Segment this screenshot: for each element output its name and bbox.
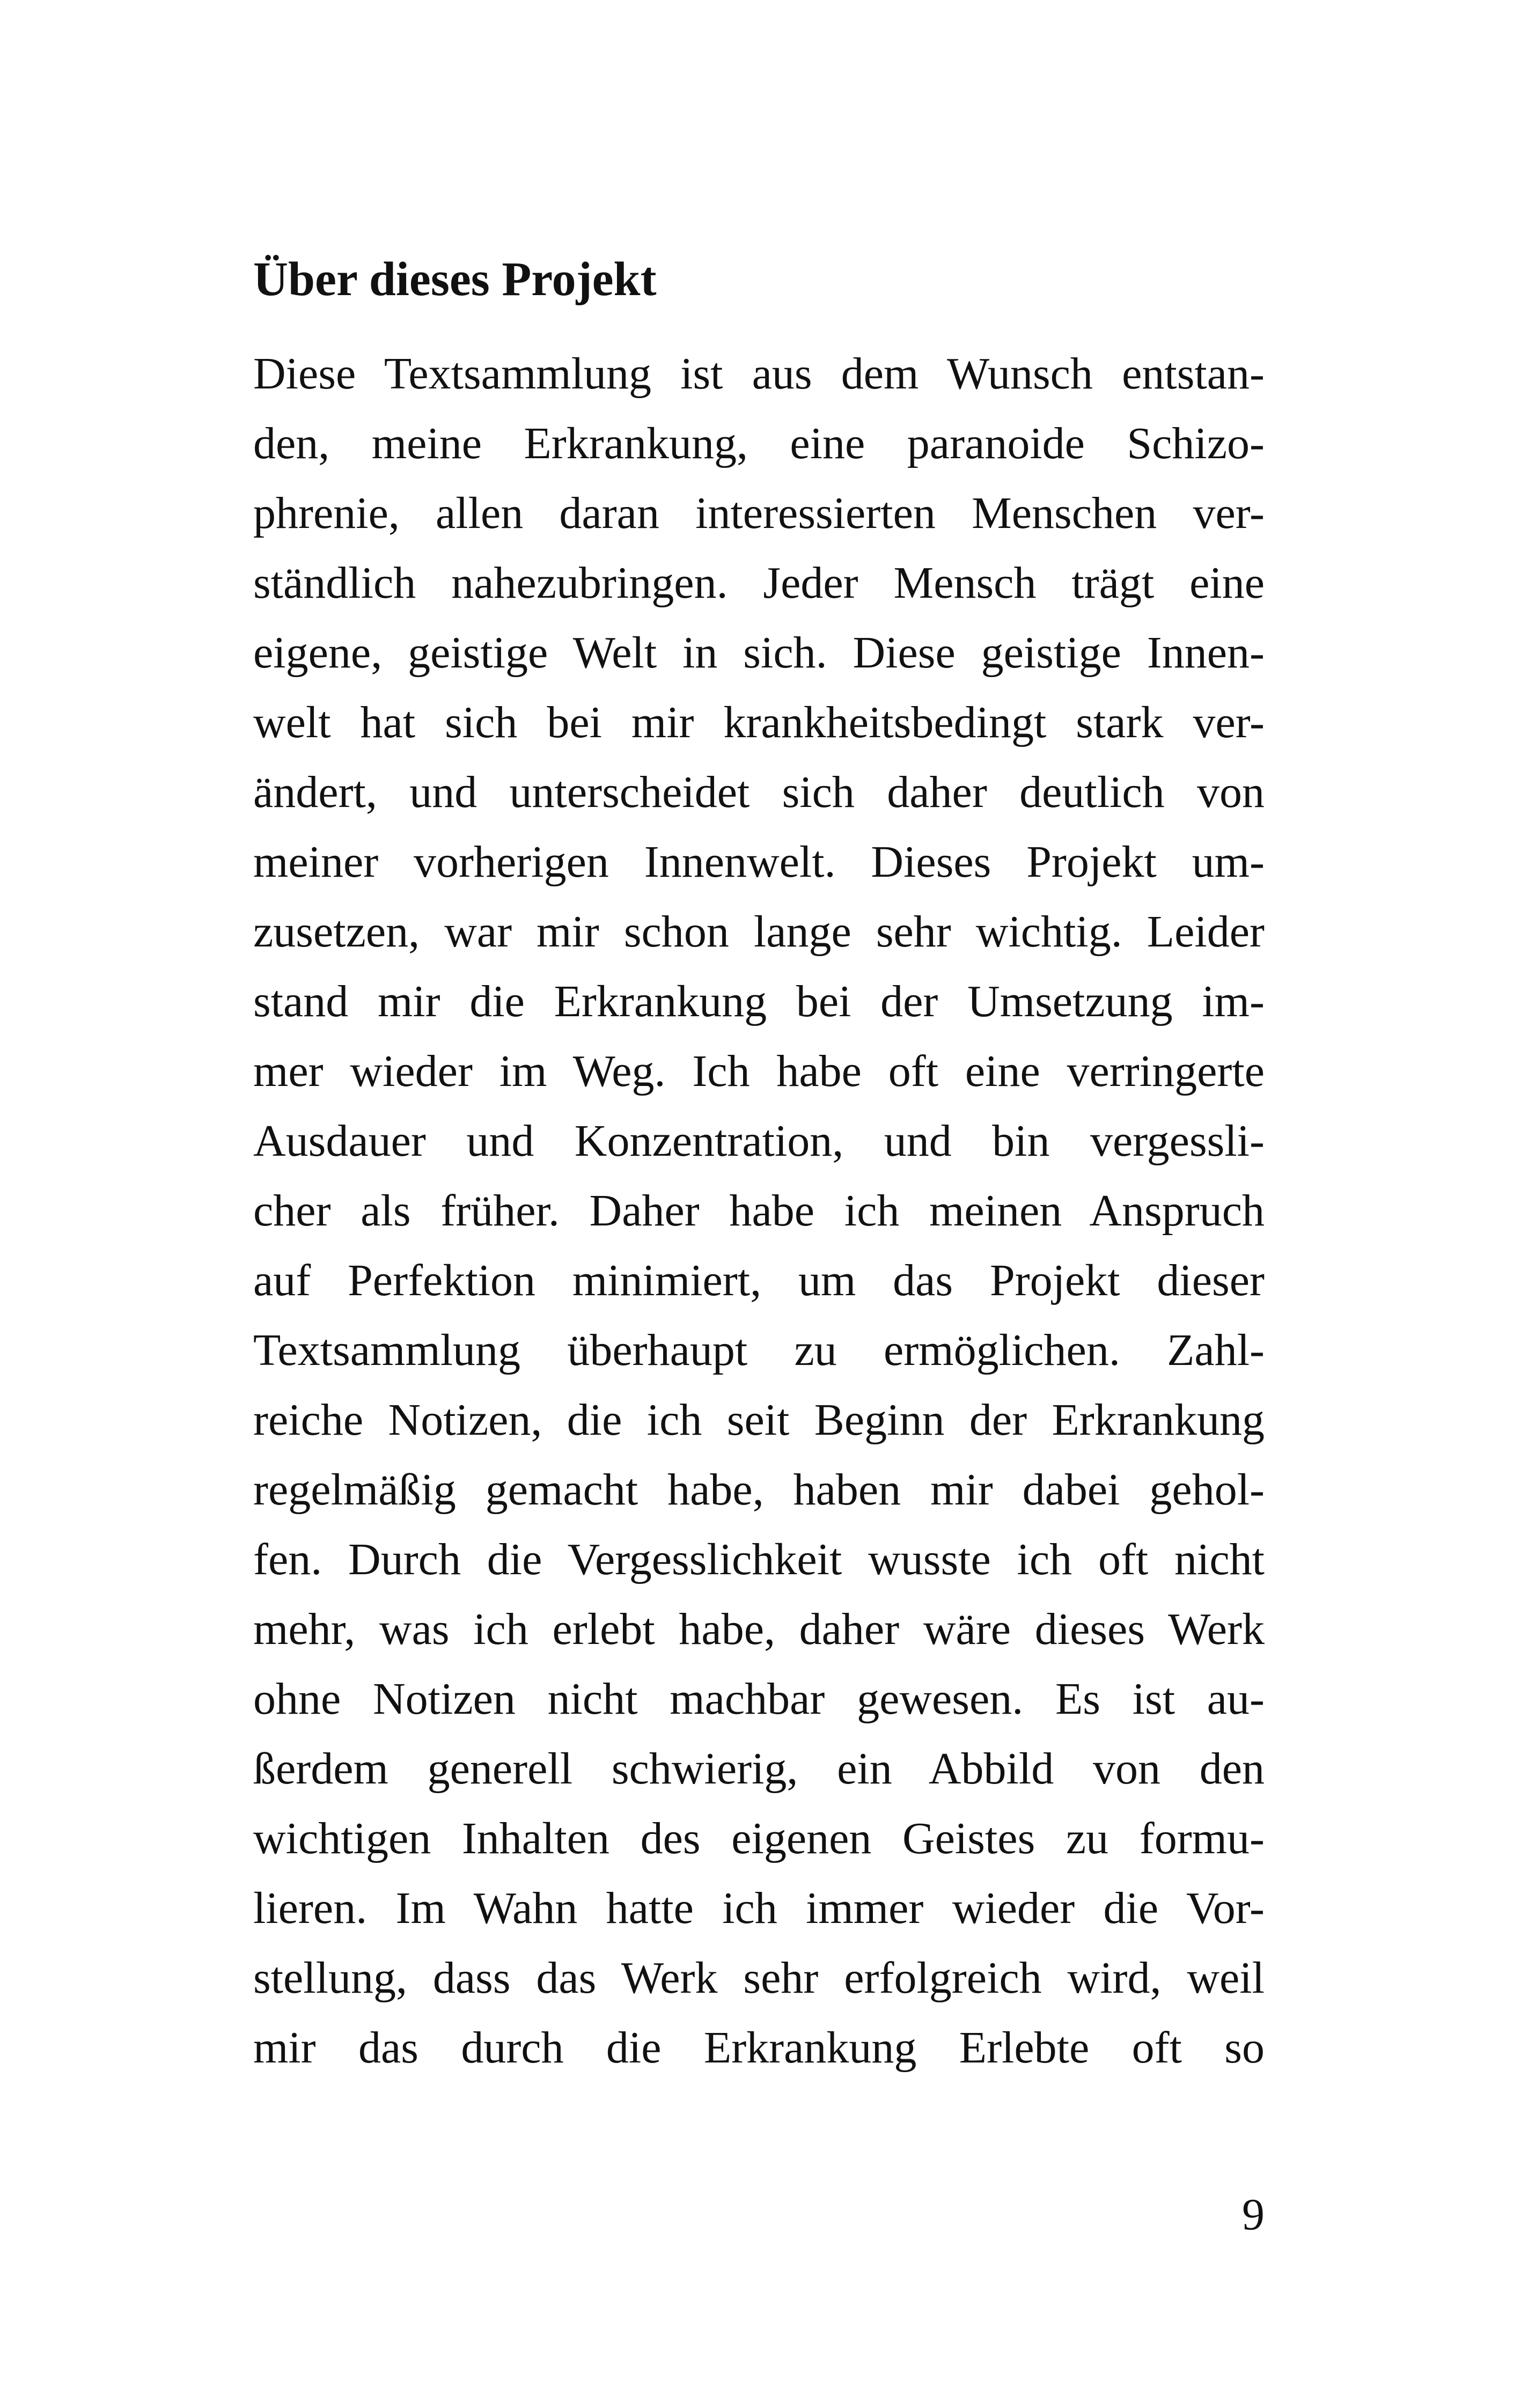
text-line: wichtigen Inhalten des eigenen Geistes zu formu- xyxy=(253,1814,1265,1863)
text-line: eigene, geistige Welt in sich. Diese geistige Innen- xyxy=(253,628,1265,678)
text-line: phrenie, allen daran interessierten Menschen ver- xyxy=(253,488,1265,538)
text-line: stand mir die Erkrankung bei der Umsetzung im- xyxy=(253,977,1265,1026)
text-line: ändert, und unterscheidet sich daher deutlich von xyxy=(253,767,1265,817)
text-line: fen. Durch die Vergesslichkeit wusste ich oft nicht xyxy=(253,1535,1265,1584)
text-line: zusetzen, war mir schon lange sehr wichtig. Leider xyxy=(253,907,1265,957)
text-line: reiche Notizen, die ich seit Beginn der Erkrankung xyxy=(253,1395,1265,1445)
text-line: meiner vorherigen Innenwelt. Dieses Projekt um- xyxy=(253,837,1265,887)
text-line: Diese Textsammlung ist aus dem Wunsch entstan- xyxy=(253,349,1265,399)
text-line: mer wieder im Weg. Ich habe oft eine verringerte xyxy=(253,1046,1265,1096)
text-line: ständlich nahezubringen. Jeder Mensch trägt eine xyxy=(253,558,1265,608)
text-line: mir das durch die Erkrankung Erlebte oft so xyxy=(253,2023,1265,2073)
body-text xyxy=(253,339,1265,2083)
text-line: den, meine Erkrankung, eine paranoide Schizo- xyxy=(253,419,1265,468)
text-line: regelmäßig gemacht habe, haben mir dabei gehol- xyxy=(253,1465,1265,1515)
text-line: Ausdauer und Konzentration, und bin vergessli- xyxy=(253,1116,1265,1166)
page-number: 9 xyxy=(1242,2190,1265,2240)
text-line: cher als früher. Daher habe ich meinen Anspruch xyxy=(253,1186,1265,1236)
text-line: lieren. Im Wahn hatte ich immer wieder die Vor- xyxy=(253,1883,1265,1933)
text-line: Textsammlung überhaupt zu ermöglichen. Zahl- xyxy=(253,1325,1265,1375)
text-line: auf Perfektion minimiert, um das Projekt dieser xyxy=(253,1256,1265,1305)
text-line: welt hat sich bei mir krankheitsbedingt stark ver- xyxy=(253,698,1265,747)
text-line: stellung, dass das Werk sehr erfolgreich wird, weil xyxy=(253,1953,1265,2003)
text-line: mehr, was ich erlebt habe, daher wäre dieses Werk xyxy=(253,1604,1265,1654)
text-line: ßerdem generell schwierig, ein Abbild von den xyxy=(253,1744,1265,1794)
text-line: ohne Notizen nicht machbar gewesen. Es ist au- xyxy=(253,1674,1265,1724)
section-heading: Über dieses Projekt xyxy=(253,253,657,306)
